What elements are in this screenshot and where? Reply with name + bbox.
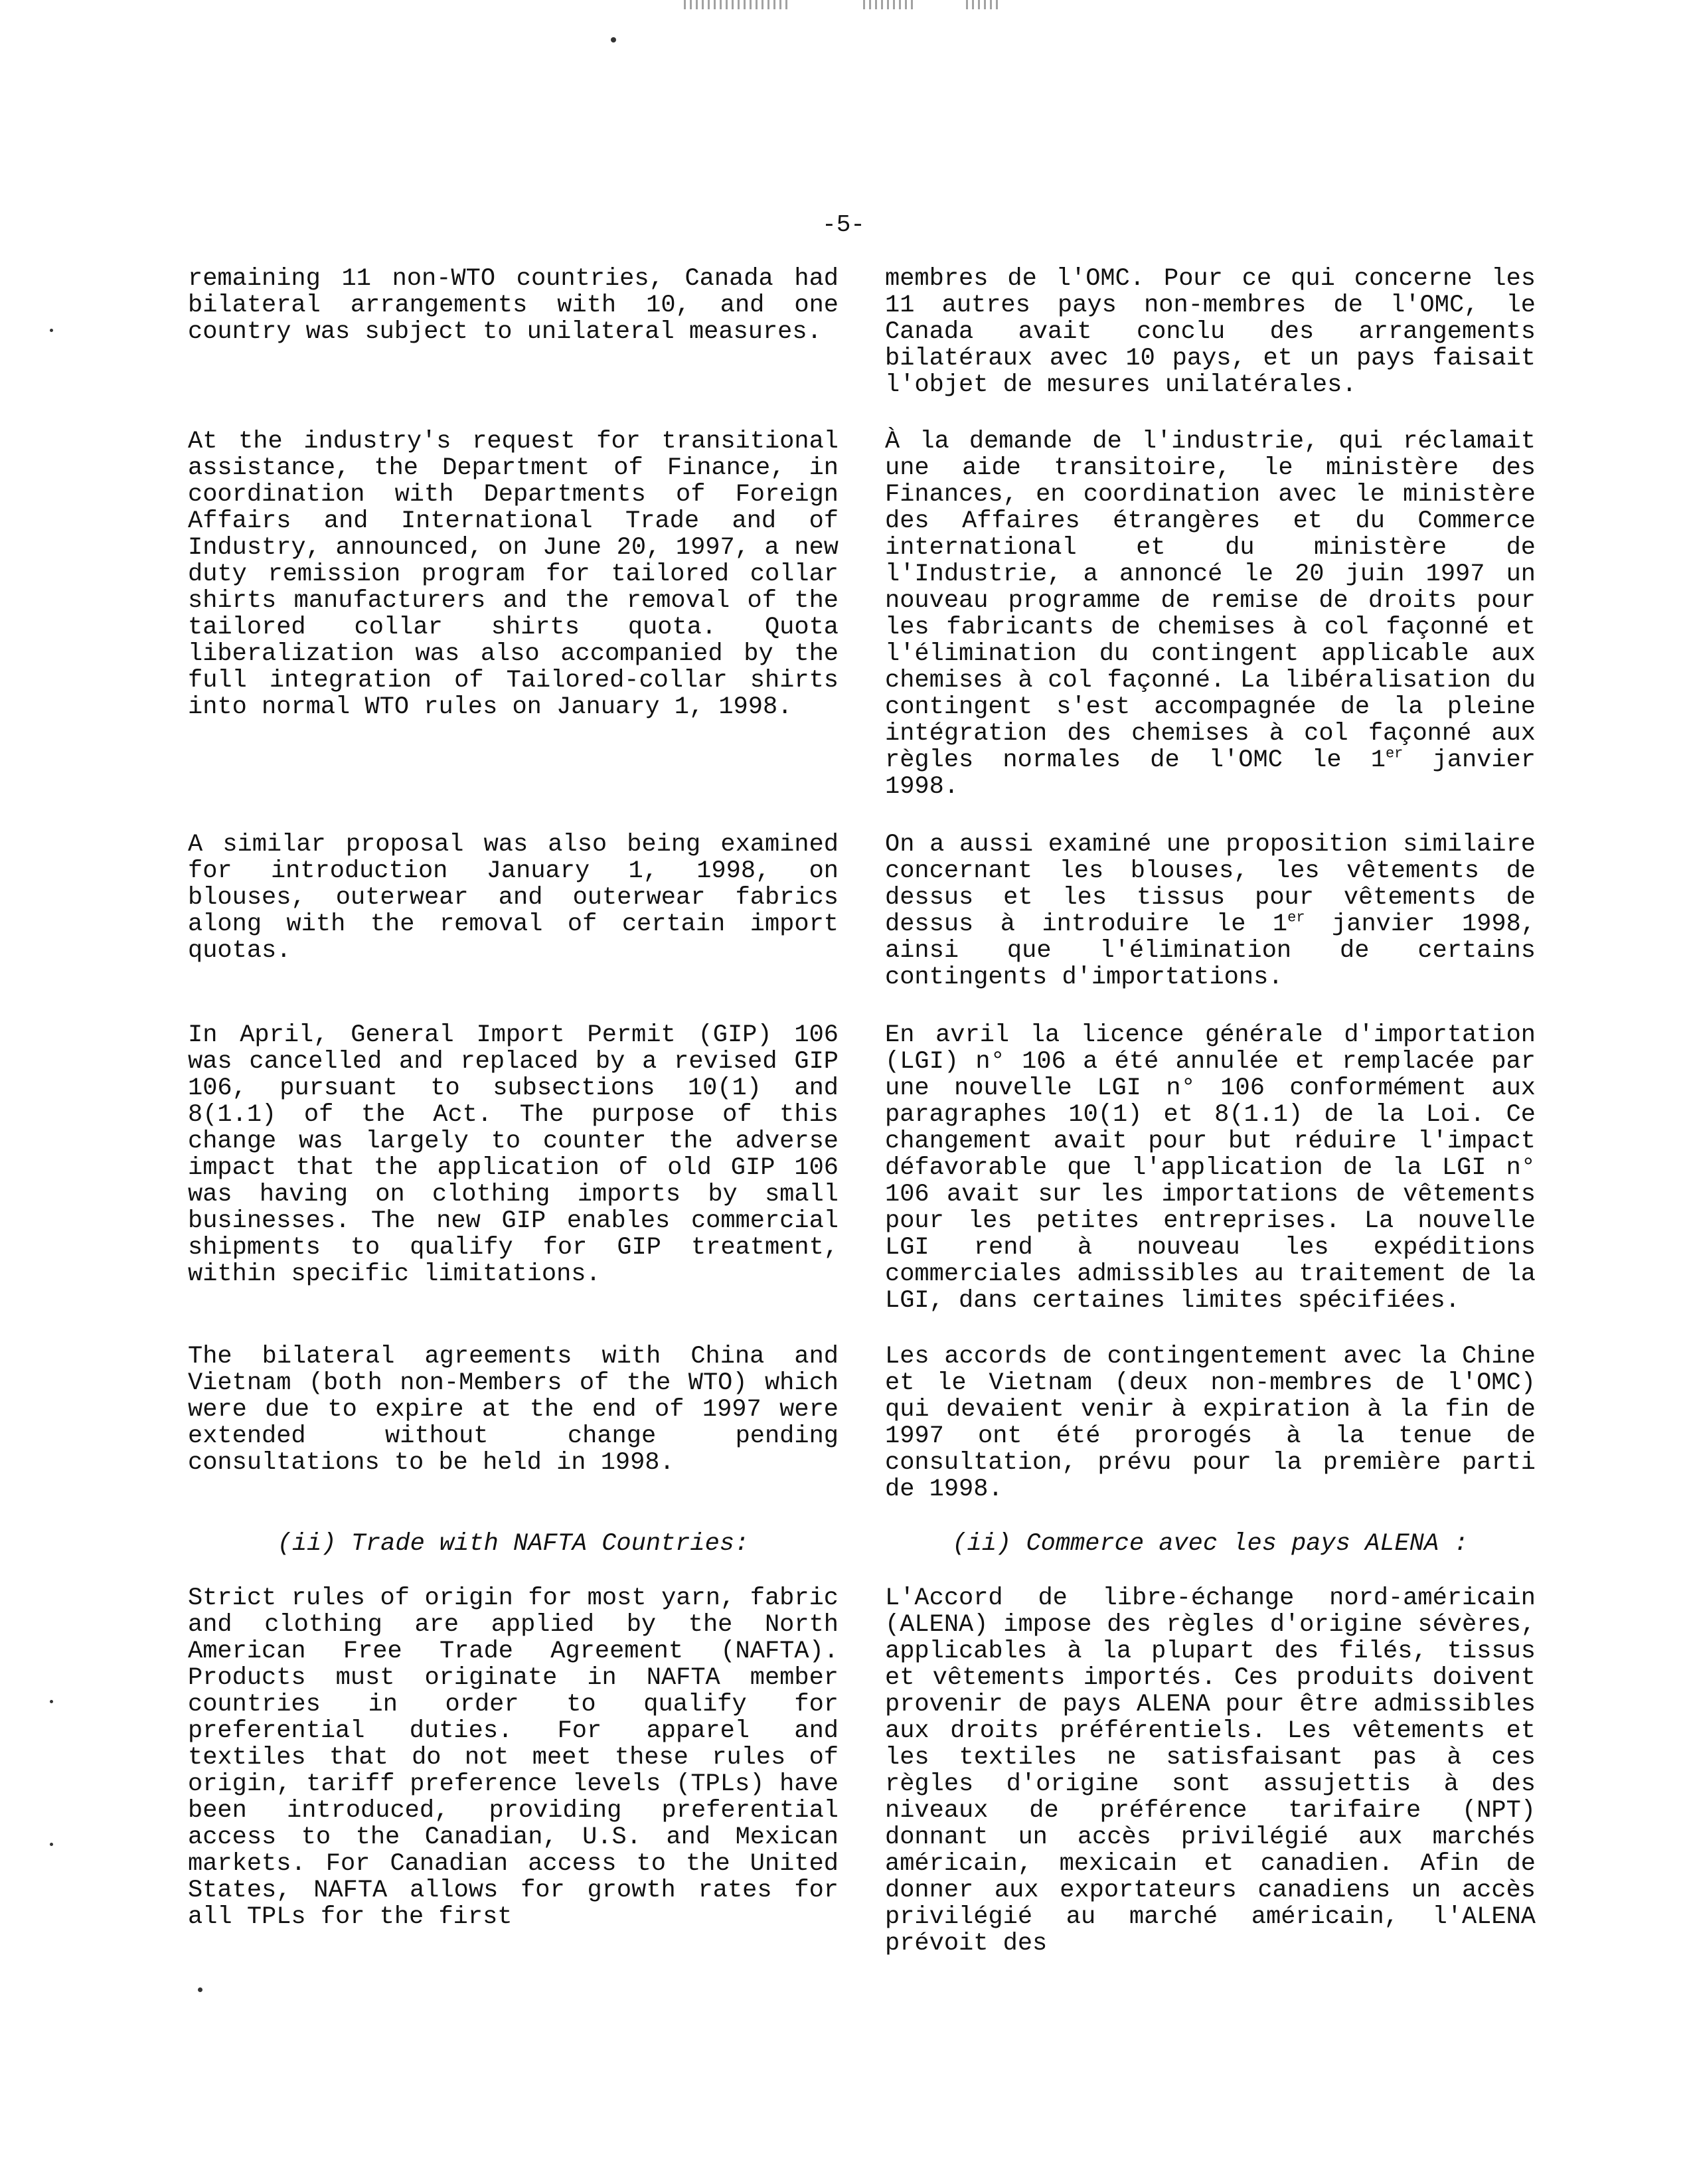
french-paragraph-4: En avril la licence générale d'importation (LGI) n° 106 a été annulée et remplacée par une nouvelle LGI n° 106 conformément aux paragraphes 10(1) et 8(1.1) de la Loi. Ce changement avait pour but réduire l'impact défavorable que l'application de la LGI n° 106 avait sur les importations de vêtements pour les petites entreprises. La nouvelle LGI rend à nouveau les expéditions commerciales admissibles au traitement de la LGI, dans certaines limites spécifiées. <box>885 1021 1536 1315</box>
ordinal-superscript: er <box>1287 909 1305 926</box>
page-number: -5- <box>822 211 865 238</box>
english-paragraph-5: The bilateral agreements with China and Vietnam (both non-Members of the WTO) which were due to expire at the end of 1997 were extended without change pending consultations to be held in 1998. <box>188 1343 839 1477</box>
french-paragraph-1: membres de l'OMC. Pour ce qui concerne les 11 autres pays non-membres de l'OMC, le Canada avait conclu des arrangements bilatéraux avec 10 pays, et un pays faisait l'objet de mesures unilatérales. <box>885 265 1536 399</box>
french-paragraph-2-text-end: janvier 1998. <box>885 746 1536 801</box>
english-paragraph-3: A similar proposal was also being examined for introduction January 1, 1998, on blouses, outerwear and outerwear fabrics along with the removal of certain import quotas. <box>188 831 839 965</box>
french-paragraph-3-text: On a aussi examiné une proposition similaire concernant les blouses, les vêtements de dessus et les tissus pour vêtements de dessus à introduire le 1 <box>885 831 1536 938</box>
scan-artifact-top <box>863 0 916 9</box>
english-section-heading: (ii) Trade with NAFTA Countries: <box>277 1530 750 1558</box>
french-paragraph-3-text-end: janvier 1998, ainsi que l'élimination de certains contingents d'importations. <box>885 910 1536 991</box>
french-paragraph-6: L'Accord de libre-échange nord-américain (ALENA) impose des règles d'origine sévères, applicables à la plupart des filés, tissus et vêtements importés. Ces produits doivent provenir de pays ALENA pour être admissibles aux droits préférentiels. Les vêtements et les textiles ne satisfaisant pas à ces règles d'origine sont assujettis à des niveaux de préférence tarifaire (NPT) donnant un accès privilégié aux marchés américain, mexicain et canadien. Afin de donner aux exportateurs canadiens un accès privilégié au marché américain, l'ALENA prévoit des <box>885 1584 1536 1958</box>
french-paragraph-2-text: À la demande de l'industrie, qui réclamait une aide transitoire, le ministère des Finances, en coordination avec le ministère des Affaires étrangères et du Commerce international et du ministère de l'Industrie, a annoncé le 20 juin 1997 un nouveau programme de remise de droits pour les fabricants de chemises à col façonné et l'élimination du contingent applicable aux chemises à col façonné. La libéralisation du contingent s'est accompagnée de la pleine intégration des chemises à col façonné aux règles normales de l'OMC le 1 <box>885 428 1536 774</box>
scan-speck <box>50 1843 53 1846</box>
english-paragraph-2: At the industry's request for transitional assistance, the Department of Finance, in coordination with Departments of Foreign Affairs and International Trade and of Industry, announced, on June 20, 1997, a new duty remission program for tailored collar shirts manufacturers and the removal of the tailored collar shirts quota. Quota liberalization was also accompanied by the full integration of Tailored-collar shirts into normal WTO rules on January 1, 1998. <box>188 428 839 721</box>
ordinal-superscript: er <box>1385 745 1404 762</box>
english-paragraph-6: Strict rules of origin for most yarn, fabric and clothing are applied by the North American Free Trade Agreement (NAFTA). Products must originate in NAFTA member countries in order to qualify for preferential duties. For apparel and textiles that do not meet these rules of origin, tariff preference levels (TPLs) have been introduced, providing preferential access to the Canadian, U.S. and Mexican markets. For Canadian access to the United States, NAFTA allows for growth rates for all TPLs for the first <box>188 1584 839 1931</box>
scan-speck <box>611 37 616 42</box>
english-paragraph-4: In April, General Import Permit (GIP) 106 was cancelled and replaced by a revised GIP 106, pursuant to subsections 10(1) and 8(1.1) of the Act. The purpose of this change was largely to counter the adverse impact that the application of old GIP 106 was having on clothing imports by small businesses. The new GIP enables commercial shipments to qualify for GIP treatment, within specific limitations. <box>188 1021 839 1288</box>
scan-artifact-top <box>684 0 790 9</box>
french-paragraph-5: Les accords de contingentement avec la Chine et le Vietnam (deux non-membres de l'OMC) qui devaient venir à expiration à la fin de 1997 ont été prorogés à la tenue de consultation, prévu pour la première parti de 1998. <box>885 1343 1536 1503</box>
french-paragraph-3 <box>885 831 1536 991</box>
french-section-heading: (ii) Commerce avec les pays ALENA : <box>952 1530 1469 1558</box>
french-paragraph-2 <box>885 428 1536 800</box>
english-paragraph-1: remaining 11 non-WTO countries, Canada had bilateral arrangements with 10, and one country was subject to unilateral measures. <box>188 265 839 346</box>
scan-artifact-top <box>966 0 999 9</box>
scan-speck <box>50 1700 53 1703</box>
scan-speck <box>198 1987 202 1992</box>
scan-speck <box>50 329 53 332</box>
